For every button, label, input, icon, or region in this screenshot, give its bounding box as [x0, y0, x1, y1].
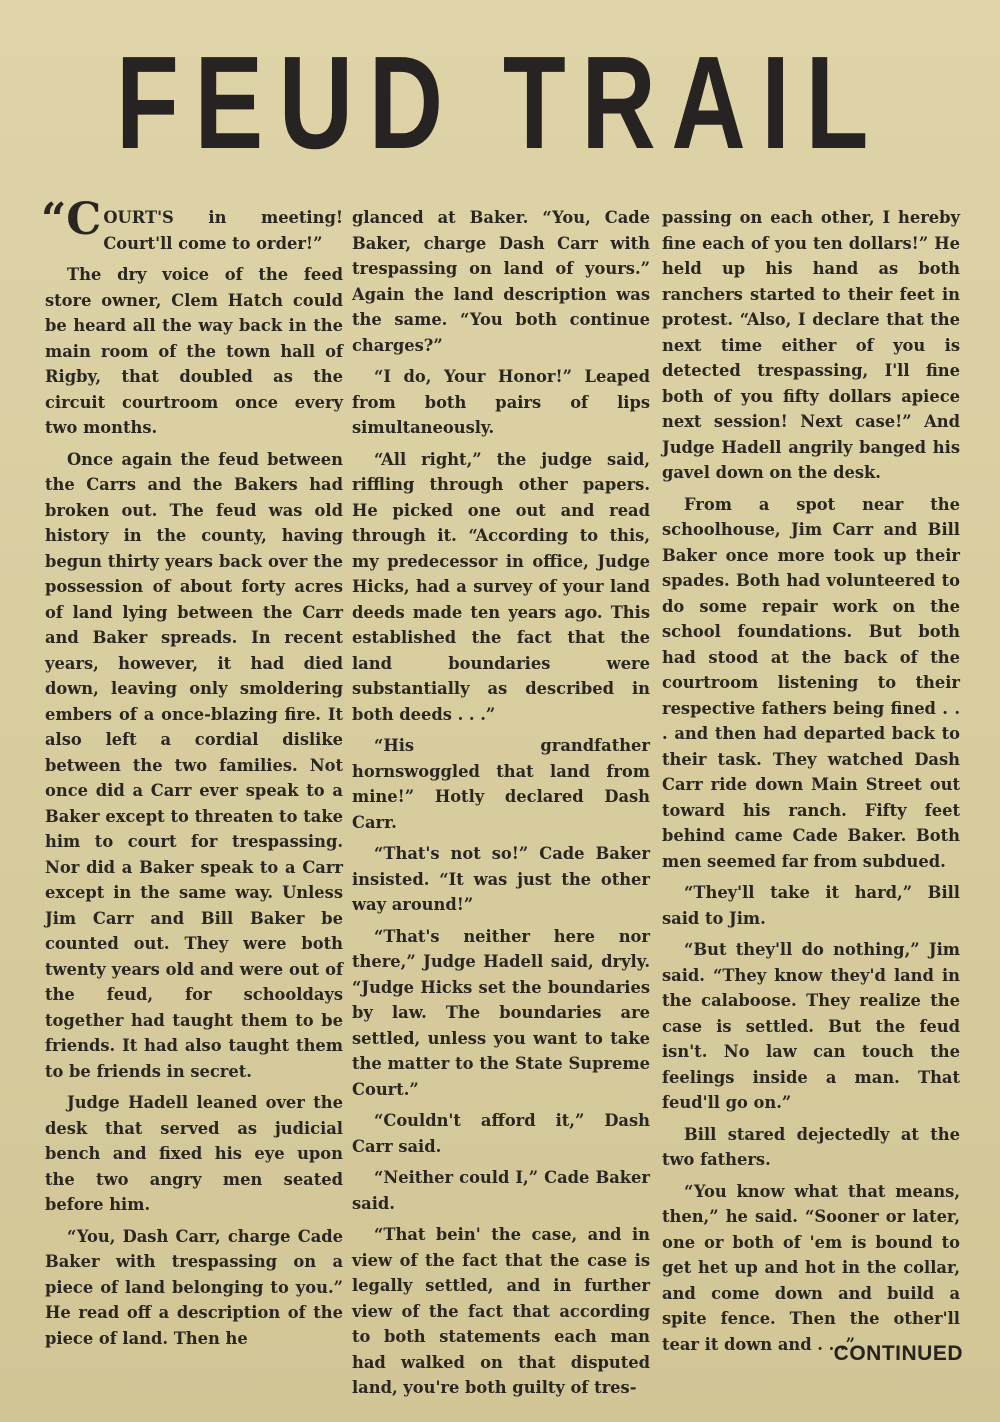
text-column-2	[352, 205, 650, 1407]
text-column-3	[662, 205, 960, 1363]
paragraph: “Neither could I,” Cade Baker said.	[352, 1168, 650, 1213]
paragraph: “That's not so!” Cade Baker insisted. “It was just the other way around!”	[352, 844, 650, 914]
paragraph: The dry voice of the feed store owner, Clem Hatch could be heard all the way back in the main room of the town hall of Rigby, that doubled as the circuit courtroom once every two months.	[45, 265, 343, 437]
paragraph: “All right,” the judge said, riffling through other papers. He picked one out and read through it. “According to this, my predecessor in office, Judge Hicks, had a survey of your land deeds made ten years ago. This established the fact that the land boundaries were substantially as described in both deeds . . .”	[352, 449, 650, 724]
paragraph: “But they'll do nothing,” Jim said. “They know they'd land in the calaboose. They realize the case is settled. But the feud isn't. No law can touch the feelings inside a man. That feud'll go on.”	[662, 940, 960, 1112]
paragraph: passing on each other, I hereby fine each of you ten dollars!” He held up his hand as both ranchers started to their feet in protest. “Also, I declare that the next time either of you is detected trespassing, I'll fine both of you fifty dollars apiece next session! Next case!” And Judge Hadell angrily banged his gavel down on the desk.	[662, 208, 960, 482]
paragraph: “They'll take it hard,” Bill said to Jim.	[662, 883, 960, 928]
paragraph: “His grandfather hornswoggled that land from mine!” Hotly declared Dash Carr.	[352, 736, 650, 832]
paragraph: Bill stared dejectedly at the two fathers.	[662, 1124, 960, 1169]
paragraph: From a spot near the schoolhouse, Jim Carr and Bill Baker once more took up their spades. Both had volunteered to do some repair work on the school foundations. But both had stood at the back of the courtroom listening to their respective fathers being fined . . . and then had departed back to their task. They watched Dash Carr ride down Main Street out toward his ranch. Fifty feet behind came Cade Baker. Both men seemed far from subdued.	[662, 494, 960, 871]
continued-label: CONTINUED	[833, 1342, 963, 1365]
text-column-1	[41, 194, 343, 1357]
paragraph: glanced at Baker. “You, Cade Baker, charge Dash Carr with trespassing on land of yours.” Again the land description was the same. “You both continue charges?”	[352, 208, 650, 355]
paragraph: “You, Dash Carr, charge Cade Baker with trespassing on a piece of land belonging to you.” He read off a description of the piece of land. Then he	[45, 1226, 343, 1348]
paragraph: “You know what that means, then,” he said. “Sooner or later, one or both of 'em is bound to get het up and hot in the collar, and come down and build a spite fence. Then the other'll tear it down and . . .”	[662, 1181, 960, 1354]
story-title: FEUD TRAIL	[116, 29, 884, 176]
paragraph: “That's neither here nor there,” Judge Hadell said, dryly. “Judge Hicks set the boundaries by law. The boundaries are settled, unless you want to take the matter to the State Supreme Court.”	[352, 926, 650, 1099]
paragraph: “That bein' the case, and in view of the fact that the case is legally settled, and in further view of the fact that according to both statements each man had walked on that disputed land, you're both guilty of tres-	[352, 1225, 650, 1397]
paragraph: “I do, Your Honor!” Leaped from both pairs of lips simultaneously.	[352, 367, 650, 437]
paragraph: “Couldn't afford it,” Dash Carr said.	[352, 1111, 650, 1156]
paragraph: Judge Hadell leaned over the desk that served as judicial bench and fixed his eye upon the two angry men seated before him.	[45, 1093, 343, 1214]
paragraph: Once again the feud between the Carrs and the Bakers had broken out. The feud was old history in the county, having begun thirty years back over the possession of about forty acres of land lying between the Carr and Baker spreads. In recent years, however, it had died down, leaving only smoldering embers of a once-blazing fire. It also left a cordial dislike between the two families. Not once did a Carr ever speak to a Baker except to threaten to take him to court for trespassing. Nor did a Baker speak to a Carr except in the same way. Unless Jim Carr and Bill Baker be counted out. They were both twenty years old and were out of the feud, for schooldays together had taught them to be friends. It had also taught them to be friends in secret.	[45, 449, 343, 1081]
drop-cap: “C	[41, 194, 102, 245]
paragraph: “COURT'S in meeting! Court'll come to order!”	[41, 194, 343, 253]
